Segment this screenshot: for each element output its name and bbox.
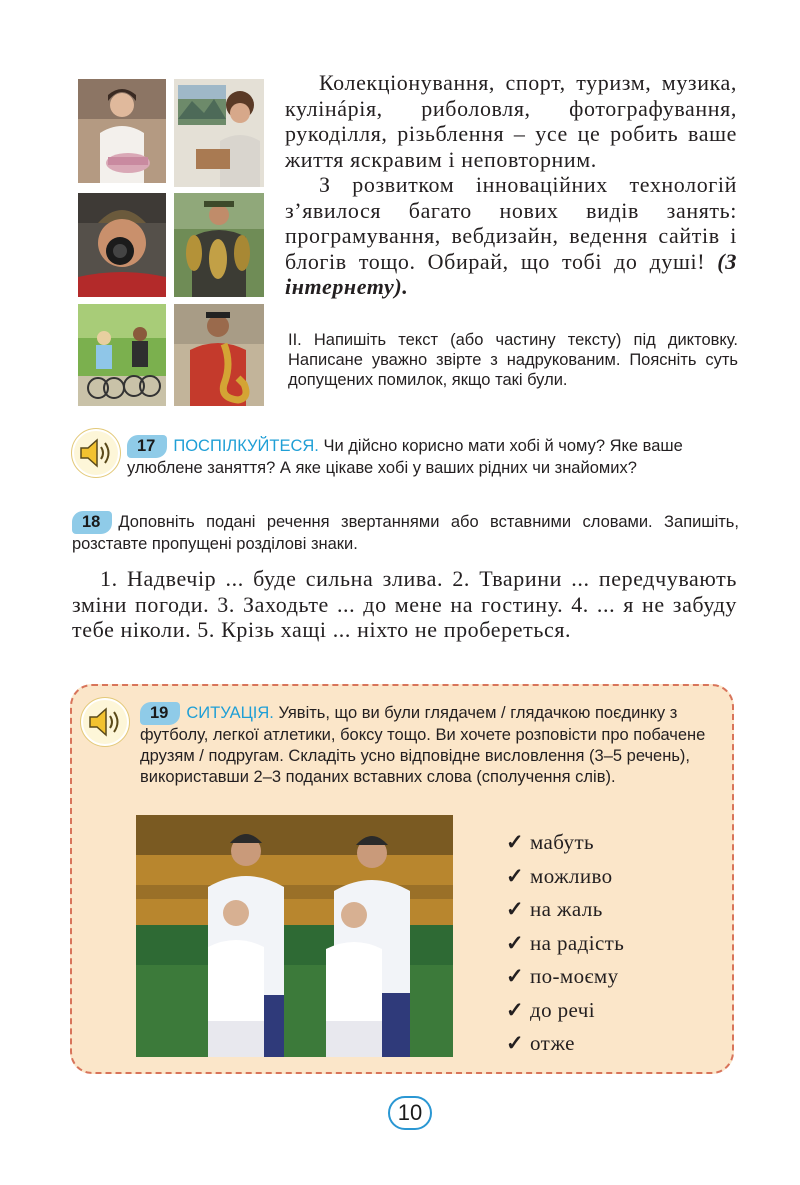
checkmark-icon: ✓ (506, 1031, 524, 1055)
checkmark-icon: ✓ (506, 863, 524, 888)
parenthetical-words-list (506, 826, 624, 1061)
exercise-17-text: Чи дійсно корисно мати хобі й чому? Яке ваше улюблене заняття? А яке цікаве хобі у ваших рідних чи знайомих? (127, 437, 683, 477)
photo-football-players-with-kids (136, 815, 453, 1057)
checkmark-icon: ✓ (506, 997, 524, 1022)
checkmark-icon: ✓ (506, 897, 524, 921)
word-item: ✓ на жаль (506, 893, 624, 927)
photo-man-with-camera (78, 193, 166, 297)
exercise-18-text: Доповніть подані речення звертаннями або вставними словами. Запишіть, розставте пропущені розділові знаки. (72, 513, 739, 553)
exercise-19-heading: СИТУАЦІЯ. (186, 704, 274, 722)
exercise-18-number: 18 (72, 511, 112, 534)
exercise-17-number: 17 (127, 435, 167, 458)
word-item: ✓ по-моєму (506, 960, 624, 994)
word-item: ✓ можливо (506, 860, 624, 894)
page-number: 10 (388, 1096, 432, 1130)
intro-paragraph-1: Колекціонування, спорт, туризм, музика, кулінáрія, риболовля, фотографування, рукоділля, різьблення – усе це робить ваше життя яскравим і неповторним. (285, 70, 737, 172)
intro-source: (З інтернету). (285, 248, 737, 299)
dictation-task: II. Напишіть текст (або частину тексту) під диктовку. Написане уважно звірте з надрукованим. Поясніть суть допущених помилок, якщо такі були. (288, 331, 738, 389)
speaker-icon (71, 428, 121, 478)
exercise-19 (140, 702, 718, 788)
photo-painter-with-easel (174, 79, 264, 187)
exercise-18-sentences: 1. Надвечір ... буде сильна злива. 2. Тварини ... передчувають зміни погоди. 3. Заходьте ... до мене на гостину. 4. ... я не забуду тебе ніколи. 5. Крізь хащі ... ніхто не пробереться. (72, 566, 737, 642)
word-item: ✓ до речі (506, 994, 624, 1028)
exercise-19-number: 19 (140, 702, 180, 725)
photo-woman-baking-cake (78, 79, 166, 183)
word-item: ✓ мабуть (506, 826, 624, 860)
checkmark-icon: ✓ (506, 830, 524, 854)
word-item: ✓ отже (506, 1027, 624, 1061)
photo-cyclists-in-park (78, 304, 166, 406)
intro-paragraph-2: З розвитком інноваційних технологій з’явилося багато нових видів занять: програмування, вебдизайн, ведення сайтів і блогів тощо. Обирай, що тобі до душі! (З інтернету). (285, 172, 737, 299)
exercise-17-heading: ПОСПІЛКУЙТЕСЯ. (173, 437, 319, 455)
exercise-19-text: Уявіть, що ви були глядачем / глядачкою поєдинку з футболу, легкої атлетики, боксу тощо. Ви хочете розповісти про побачене друзям / подругам. Складіть усно відповідне висловлення (3–5 речень), використавши 2–3 поданих вставних слова (сполучення слів). (140, 704, 706, 786)
exercise-17 (127, 435, 739, 479)
speaker-icon (80, 697, 130, 747)
photo-fisherman-with-catch (174, 193, 264, 297)
exercise-18 (72, 511, 739, 555)
intro-text (285, 70, 737, 300)
word-item: ✓ на радість (506, 927, 624, 961)
checkmark-icon: ✓ (506, 930, 524, 955)
checkmark-icon: ✓ (506, 964, 524, 988)
photo-saxophone-player (174, 304, 264, 406)
